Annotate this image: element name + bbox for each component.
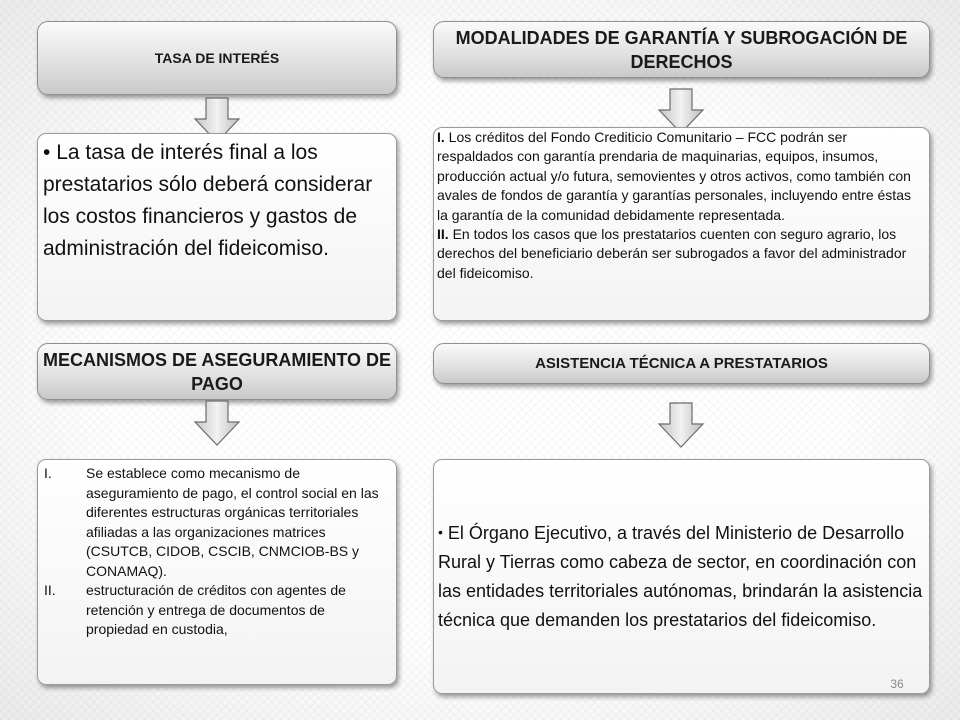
tasa-bullet-item: [43, 137, 388, 265]
item-number: II.: [44, 582, 56, 598]
header-tasa-de-interes: [37, 21, 397, 95]
item-text: Se establece como mecanismo de aseguramiento de pago, el control social en las diferentes estructuras orgánicas territoriales afiliadas a las organizaciones matrices (CSUTCB, CIDOB, CSCIB, CNMCIOB-BS y CONAMAQ).: [86, 465, 379, 579]
mecanismos-item-2: [38, 581, 390, 640]
modalidades-item-1: [437, 128, 925, 225]
item-text: En todos los casos que los prestatarios cuenten con seguro agrario, los derechos del beneficiario deberán ser subrogados a favor del administrador del fideicomiso.: [437, 226, 907, 281]
mecanismos-content-box: [37, 459, 397, 685]
tasa-content-box: [37, 133, 397, 321]
mecanismos-item-1: [38, 464, 390, 581]
item-text: estructuración de créditos con agentes de retención y entrega de documentos de propiedad en custodia,: [86, 582, 346, 637]
page-number: 36: [890, 677, 904, 691]
header-mecanismos-de-aseguramiento: [37, 343, 397, 400]
item-number: II.: [437, 226, 449, 243]
down-arrow-icon: [657, 402, 705, 448]
item-number: I.: [44, 465, 52, 481]
down-arrow-icon: [193, 400, 241, 446]
header-asistencia-label: ASISTENCIA TÉCNICA A PRESTATARIOS: [535, 355, 828, 372]
item-number: I.: [437, 129, 445, 145]
bullet-glyph: •: [43, 141, 51, 164]
asistencia-content-box: [433, 459, 930, 694]
asistencia-text: El Órgano Ejecutivo, a través del Ministerio de Desarrollo Rural y Tierras como cabeza de sector, en coordinación con las entidades territoriales autónomas, brindarán la asistencia técnica que demanden los prestatarios del fideicomiso.: [438, 523, 923, 630]
header-asistencia-tecnica: [433, 343, 930, 384]
item-text: Los créditos del Fondo Crediticio Comunitario – FCC podrán ser respaldados con garantía prendaria de maquinarias, equipos, insumos, producción actual y/o futura, semovientes y otros activos, como también con avales de fondos de garantía y garantías personales, incluyendo entre éstas la garantía de la comunidad debidamente representada.: [437, 129, 911, 223]
tasa-text: La tasa de interés final a los prestatarios sólo deberá considerar los costos financieros y gastos de administración del fideicomiso.: [43, 141, 373, 260]
header-modalidades-label: MODALIDADES DE GARANTÍA Y SUBROGACIÓN DE DERECHOS: [455, 27, 908, 72]
modalidades-content-box: [433, 127, 930, 321]
asistencia-bullet-item: [438, 518, 923, 635]
header-tasa-label: TASA DE INTERÉS: [154, 50, 280, 66]
header-modalidades-de-garantia: [433, 21, 930, 78]
modalidades-item-2: [437, 225, 925, 283]
header-mecanismos-label: MECANISMOS DE ASEGURAMIENTO DE PAGO: [42, 349, 392, 394]
bullet-glyph: •: [438, 524, 443, 540]
